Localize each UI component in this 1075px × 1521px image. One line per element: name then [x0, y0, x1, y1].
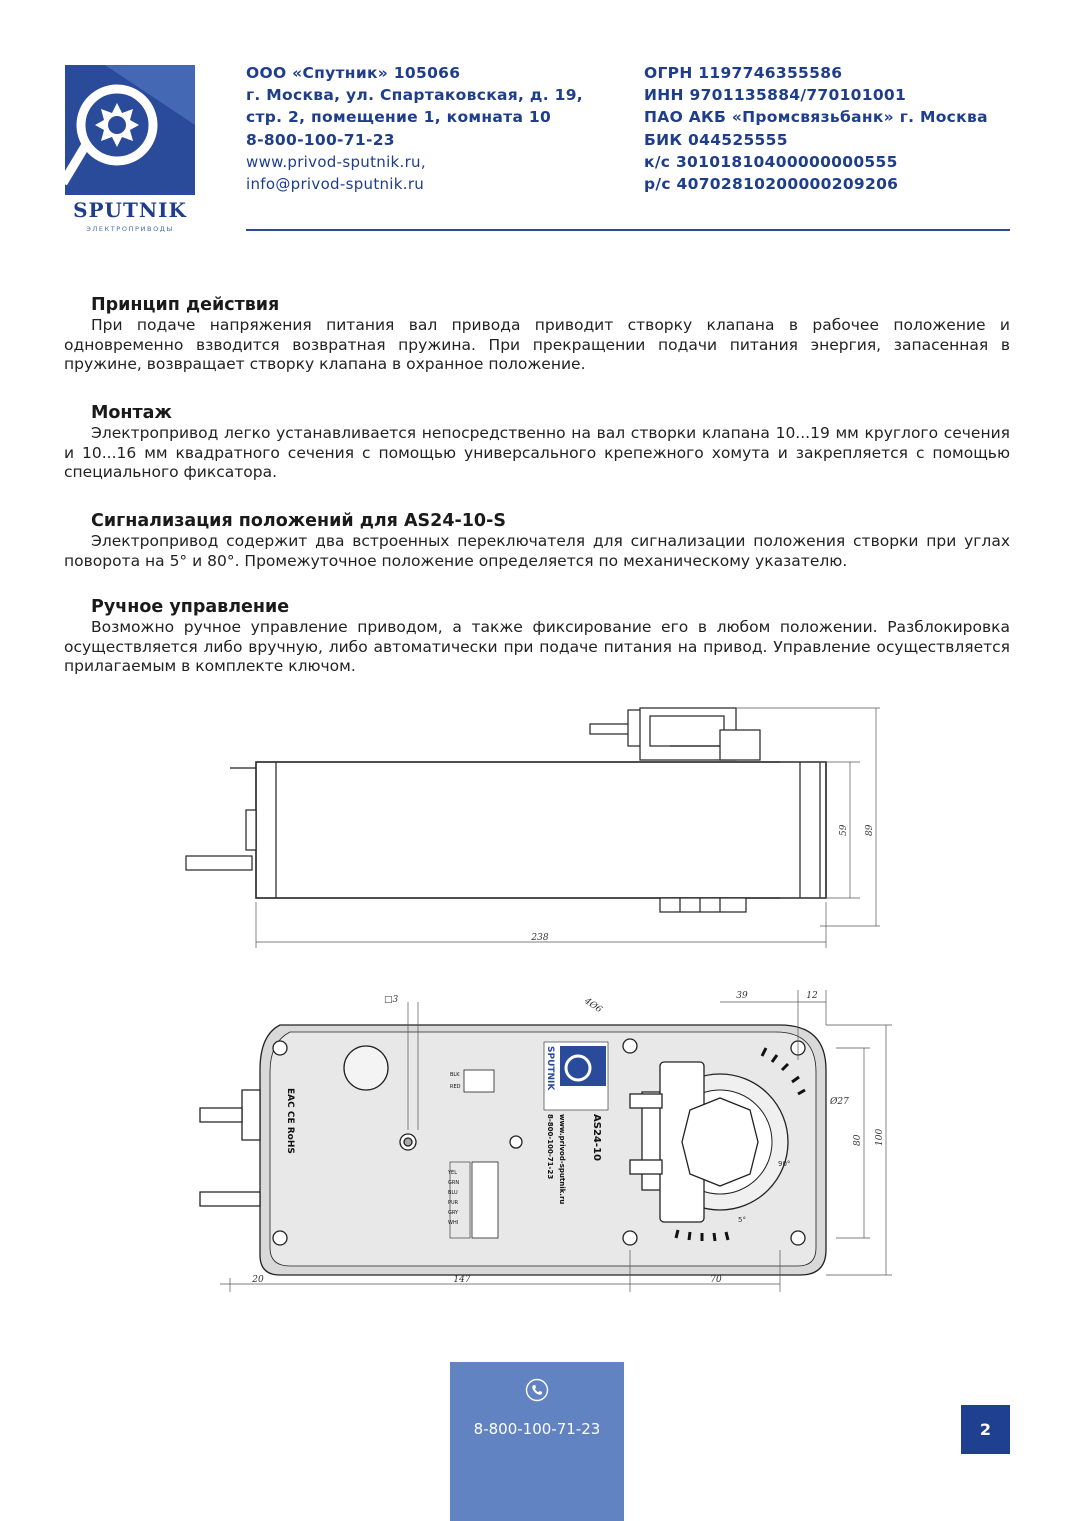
wire-label-grn: GRN [448, 1180, 460, 1186]
dim-59: 59 [839, 824, 849, 836]
dim-70: 70 [710, 1275, 722, 1285]
side-view [186, 708, 826, 912]
company-requisites-block [644, 62, 988, 195]
company-address-block [246, 62, 583, 195]
section-signalling [64, 510, 1010, 571]
wire-label-red: RED [450, 1084, 461, 1090]
phone-icon [525, 1378, 549, 1402]
logo-subtext: ЭЛЕКТРОПРИВОДЫ [86, 225, 174, 233]
wire-label-blu: BLU [448, 1190, 458, 1196]
angle-label-5: 5° [738, 1216, 746, 1224]
angle-label-90: 90° [778, 1160, 791, 1168]
wire-label-gry: GRY [448, 1210, 459, 1216]
wire-label-blk: BLK [450, 1072, 460, 1078]
dim-147: 147 [453, 1275, 471, 1285]
section-text: Возможно ручное управление приводом, а также фиксирование его в любом положении. Разблокировка осуществляется либо вручную, либо автоматически при подаче питания на привод. Управление осуществляется прилагаемым в комплекте ключом. [64, 618, 1010, 675]
header-divider [246, 229, 1010, 231]
plate-website: www.privod-sputnik.ru [558, 1114, 566, 1205]
section-principle [64, 294, 1010, 375]
plate-marks: EAC CE RoHS [285, 1088, 295, 1154]
section-title: Сигнализация положений для AS24-10-S [91, 511, 506, 531]
ogrn-line: ОГРН 1197746355586 [644, 64, 843, 82]
corr-account-line: к/с 30101810400000000555 [644, 152, 898, 171]
wire-label-pur: PUR [448, 1200, 459, 1206]
company-website[interactable]: www.privod-sputnik.ru, [246, 152, 426, 171]
dim-d27: Ø27 [830, 1097, 849, 1107]
bik-line: БИК 044525555 [644, 130, 788, 149]
dim-238: 238 [531, 933, 549, 943]
sputnik-logo [65, 65, 195, 233]
section-title: Монтаж [91, 403, 172, 423]
footer-phone[interactable]: 8-800-100-71-23 [473, 1420, 601, 1438]
company-phone: 8-800-100-71-23 [246, 130, 395, 149]
account-line: р/с 40702810200000209206 [644, 175, 899, 194]
section-manual-control [64, 596, 1010, 677]
actuator-technical-drawing [180, 690, 900, 1300]
dim-80: 80 [853, 1134, 863, 1146]
dim-4d6: 4Ø6 [582, 996, 604, 1016]
footer-contact-box [450, 1362, 624, 1521]
dim-100: 100 [875, 1128, 885, 1146]
plate-phone: 8-800-100-71-23 [546, 1114, 554, 1180]
page-number: 2 [961, 1405, 1010, 1454]
logo-text: SPUTNIK [73, 198, 187, 222]
inn-line: ИНН 9701135884/770101001 [644, 86, 907, 105]
address-line-3: стр. 2, помещение 1, комната 10 [246, 108, 552, 127]
section-mounting [64, 402, 1010, 483]
dim-sq3: □3 [384, 995, 399, 1005]
wire-label-whi: WHI [448, 1220, 459, 1226]
dim-39: 39 [736, 991, 748, 1001]
wire-label-yel: YEL [448, 1170, 457, 1176]
section-text: При подаче напряжения питания вал привода приводит створку клапана в рабочее положение и одновременно взводится возвратная пружина. При прекращении подачи питания энергия, запасенная в пружине, возвращает створку клапана в охранное положение. [64, 316, 1010, 373]
company-email[interactable]: info@privod-sputnik.ru [246, 175, 425, 194]
address-line-2: г. Москва, ул. Спартаковская, д. 19, [246, 86, 583, 105]
plate-brand: SPUTNIK [545, 1046, 555, 1091]
dim-89: 89 [865, 824, 875, 836]
section-title: Ручное управление [91, 597, 290, 617]
plate-model: AS24-10 [591, 1114, 602, 1161]
dim-12: 12 [806, 991, 818, 1001]
dim-20: 20 [252, 1275, 264, 1285]
section-title: Принцип действия [91, 295, 280, 315]
section-text: Электропривод содержит два встроенных переключателя для сигнализации положения створки при углах поворота на 5° и 80°. Промежуточное положение определяется по механическому указателю. [64, 532, 1010, 570]
section-text: Электропривод легко устанавливается непосредственно на вал створки клапана 10...19 мм круглого сечения и 10...16 мм квадратного сечения с помощью универсального крепежного хомута и закрепляется с помощью специального фиксатора. [64, 424, 1010, 481]
bank-line: ПАО АКБ «Промсвязьбанк» г. Москва [644, 108, 988, 127]
address-line-1: ООО «Спутник» 105066 [246, 64, 461, 82]
